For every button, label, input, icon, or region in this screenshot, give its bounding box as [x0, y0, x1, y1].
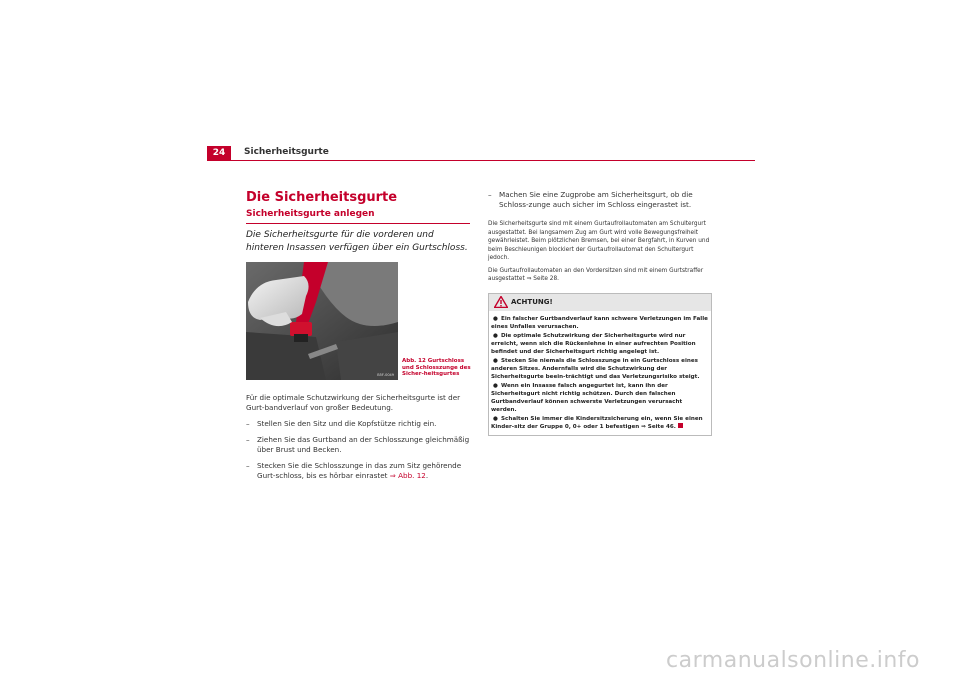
step-end: . — [425, 471, 429, 480]
step-text: Ziehen Sie das Gurtband an der Schlosszunge gleichmäßig über Brust und Becken. — [257, 435, 470, 454]
right-column — [488, 190, 712, 436]
left-column — [246, 190, 470, 481]
page-number: 24 — [207, 146, 231, 160]
step-item: – Machen Sie eine Zugprobe am Sicherheitsgurt, ob die Schloss-zunge auch sicher im Schloss eingerastet ist. — [488, 190, 693, 209]
figure-caption: Abb. 12 Gurtschloss und Schlosszunge des Sicher-heitsgurtes — [402, 358, 471, 377]
intro-text: Die Sicherheitsgurte für die vorderen und hinteren Insassen verfügen über ein Gurtschloss. — [246, 230, 468, 253]
watermark: carmanualsonline.info — [666, 648, 920, 673]
warning-text: Die optimale Schutzwirkung der Sicherheitsgurte wird nur erreicht, wenn sich die Rückenlehne in einer aufrechten Position befindet und der Sicherheitsgurt richtig angelegt ist. — [491, 332, 696, 355]
step-text: Stecken Sie die Schlosszunge in das zum Sitz gehörende Gurt-schloss, bis es hörbar einrastet — [257, 461, 462, 480]
belt-retractor-paragraph: Die Sicherheitsgurte sind mit einem Gurtaufrollautomaten am Schultergurt ausgestattet. Bei langsamem Zug am Gurt wird volle Bewegungsfreiheit gewährleistet. Beim plötzlichen Bremsen, bei einer Bergfahrt, in Kurven und beim Beschleunigen blockiert der Gurtaufrollautomat den Schultergurt jedoch. — [488, 221, 710, 261]
seatbelt-photo — [246, 262, 398, 380]
warning-item: ● Ein falscher Gurtbandverlauf kann schwere Verletzungen im Falle eines Unfalles verursachen. — [491, 315, 708, 330]
body-paragraph: Für die optimale Schutzwirkung der Sicherheitsgurte ist der Gurt-bandverlauf von großer Bedeutung. — [246, 393, 461, 412]
warning-item: ● Stecken Sie niemals die Schlosszunge in ein Gurtschloss eines anderen Sitzes. Andernfalls wird die Schutzwirkung der Sicherheitsgurte beein-trächtigt und das Verletzungsrisiko steigt. — [491, 357, 700, 380]
warning-item: ● Schalten Sie immer die Kindersitzsicherung ein, wenn Sie einen Kinder-sitz der Gruppe 0, 0+ oder 1 befestigen ⇒ Seite 46. — [491, 415, 703, 430]
figure-12 — [246, 262, 470, 380]
header-rule — [207, 160, 755, 161]
end-of-section-marker — [678, 423, 683, 428]
subsection-heading: Sicherheitsgurte anlegen — [246, 208, 470, 224]
warning-title: ACHTUNG! — [511, 297, 553, 306]
step-item: – Stellen Sie den Sitz und die Kopfstütze richtig ein. — [246, 419, 437, 428]
section-heading: Die Sicherheitsgurte — [246, 190, 398, 205]
warning-text: Stecken Sie niemals die Schlosszunge in ein Gurtschloss eines anderen Sitzes. Andernfalls wird die Schutzwirkung der Sicherheitsgurte beein-trächtigt und das Verletzungsrisiko steigt. — [491, 357, 700, 380]
step-item: – Stecken Sie die Schlosszunge in das zum Sitz gehörende Gurt-schloss, bis es hörbar einrastet ⇒ Abb. 12. — [246, 461, 462, 480]
step-item: – Ziehen Sie das Gurtband an der Schlosszunge gleichmäßig über Brust und Becken. — [246, 435, 470, 454]
warning-header — [489, 294, 711, 311]
warning-text: Wenn ein Insasse falsch angegurtet ist, kann ihn der Sicherheitsgurt nicht richtig schützen. Durch den falschen Gurtbandverlauf können schwerste Verletzungen verursacht werden. — [491, 382, 683, 413]
warning-body — [489, 311, 711, 435]
warning-item: ● Wenn ein Insasse falsch angegurtet ist, kann ihn der Sicherheitsgurt nicht richtig schützen. Durch den falschen Gurtbandverlauf können schwerste Verletzungen verursacht werden. — [491, 382, 683, 413]
photo-code: B5F-0049 — [377, 373, 394, 377]
step-text: Machen Sie eine Zugprobe am Sicherheitsgurt, ob die Schloss-zunge auch sicher im Schloss eingerastet ist. — [499, 190, 693, 209]
page-header — [207, 146, 755, 161]
warning-item: ● Die optimale Schutzwirkung der Sicherheitsgurte wird nur erreicht, wenn sich die Rückenlehne in einer aufrechten Position befindet und der Sicherheitsgurt richtig angelegt ist. — [491, 332, 696, 355]
figure-reference-link[interactable]: ⇒ Abb. 12 — [389, 471, 426, 480]
warning-text: Ein falscher Gurtbandverlauf kann schwere Verletzungen im Falle eines Unfalles verursachen. — [491, 315, 708, 330]
warning-box — [488, 293, 712, 436]
warning-triangle-icon — [494, 296, 508, 308]
step-text: Stellen Sie den Sitz und die Kopfstütze richtig ein. — [257, 419, 437, 428]
pretensioner-paragraph: Die Gurtaufrollautomaten an den Vordersitzen sind mit einem Gurtstraffer ausgestattet ⇒ Seite 28. — [488, 267, 704, 282]
running-title: Sicherheitsgurte — [244, 147, 329, 157]
warning-text: Schalten Sie immer die Kindersitzsicherung ein, wenn Sie einen Kinder-sitz der Gruppe 0, 0+ oder 1 befestigen ⇒ Seite 46. — [491, 415, 703, 430]
